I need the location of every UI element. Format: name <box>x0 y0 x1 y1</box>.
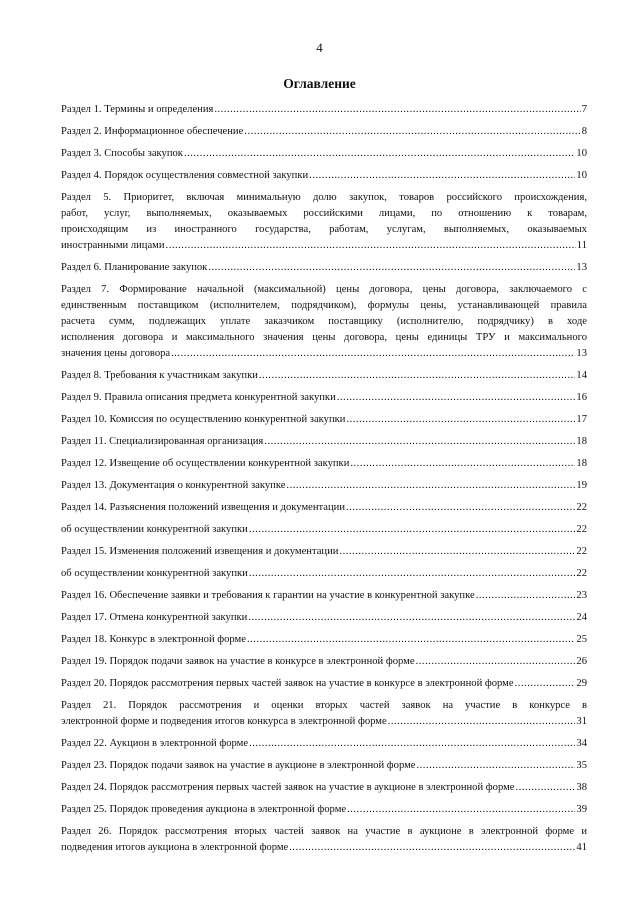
toc-entry-page: 7 <box>581 104 587 115</box>
toc-entry-page: 18 <box>576 436 587 447</box>
toc-entry-text-line: расчета сумм, подлежащих уплате заказчиком поставщику (исполнителю, подрядчику) в ходе <box>61 316 587 327</box>
toc-entry-7[interactable] <box>61 282 587 362</box>
toc-entry-6[interactable] <box>61 260 587 276</box>
leader-dots <box>247 632 575 648</box>
leader-dots <box>476 588 576 604</box>
toc-entry-19[interactable] <box>61 654 587 670</box>
leader-dots <box>289 840 575 856</box>
leader-dots <box>286 478 575 494</box>
toc-entry-text: иностранными лицами <box>61 240 165 251</box>
toc-entry-text-line: работ, услуг, выполняемых, оказываемых российскими лицами, по отношению к товарам, <box>61 208 587 219</box>
toc-entry-text-line: Раздел 7. Формирование начальной (максимальной) цены договора, цены договора, заключаемого с <box>61 284 587 295</box>
toc-entry-8[interactable] <box>61 368 587 384</box>
leader-dots <box>171 346 575 362</box>
toc-entry-text: Раздел 24. Порядок рассмотрения первых частей заявок на участие в аукционе в электронной форме <box>61 782 515 793</box>
leader-dots <box>248 610 575 626</box>
leader-dots <box>416 758 575 774</box>
toc-title: Оглавление <box>283 76 356 91</box>
toc-entry-1[interactable] <box>61 102 587 118</box>
toc-entry-text: Раздел 22. Аукцион в электронной форме <box>61 738 249 749</box>
leader-dots <box>244 124 580 140</box>
toc-entry-text: Раздел 25. Порядок проведения аукциона в электронной форме <box>61 804 347 815</box>
toc-entry-page: 14 <box>576 370 587 381</box>
toc-entry-page: 17 <box>576 414 587 425</box>
toc-entry-22[interactable] <box>61 736 587 752</box>
toc-entry-text: Раздел 14. Разъяснения положений извещения и документации <box>61 502 345 513</box>
toc-entry-text: об осуществлении конкурентной закупки <box>61 568 248 579</box>
toc-entry-text: Раздел 13. Документация о конкурентной закупке <box>61 480 286 491</box>
toc-entry-page: 16 <box>576 392 587 403</box>
toc-entry-page: 39 <box>576 804 587 815</box>
leader-dots <box>249 522 576 538</box>
table-of-contents <box>61 102 587 862</box>
toc-entry-text: Раздел 20. Порядок рассмотрения первых частей заявок на участие в конкурсе в электронной форме <box>61 678 514 689</box>
leader-dots <box>388 714 576 730</box>
toc-entry-text-line: Раздел 5. Приоритет, включая минимальную долю закупок, товаров российского происхождения, <box>61 192 587 203</box>
leader-dots <box>416 654 576 670</box>
toc-entry-12[interactable] <box>61 456 587 472</box>
page-number: 4 <box>316 40 323 55</box>
toc-entry-page: 25 <box>576 634 587 645</box>
leader-dots <box>350 456 575 472</box>
toc-entry-text: Раздел 15. Изменения положений извещения и документации <box>61 546 339 557</box>
toc-entry-text-line: единственным поставщиком (исполнителем, подрядчиком), формулы цены, устанавливающей правила <box>61 300 587 311</box>
toc-entry-17[interactable] <box>61 610 587 626</box>
leader-dots <box>249 566 576 582</box>
toc-entry-text: Раздел 9. Правила описания предмета конкурентной закупки <box>61 392 336 403</box>
toc-entry-page: 8 <box>581 126 587 137</box>
toc-entry-text: Раздел 18. Конкурс в электронной форме <box>61 634 246 645</box>
toc-entry-text: Раздел 2. Информационное обеспечение <box>61 126 244 137</box>
toc-entry-text: об осуществлении конкурентной закупки <box>61 524 248 535</box>
toc-entry-page: 24 <box>576 612 587 623</box>
toc-entry-9[interactable] <box>61 390 587 406</box>
toc-entry-20[interactable] <box>61 676 587 692</box>
toc-entry-text: Раздел 3. Способы закупок <box>61 148 183 159</box>
toc-entry-page: 13 <box>576 262 587 273</box>
leader-dots <box>208 260 575 276</box>
leader-dots <box>339 544 575 560</box>
toc-entry-page: 29 <box>576 678 587 689</box>
toc-entry-page: 41 <box>576 842 587 853</box>
leader-dots <box>249 736 575 752</box>
toc-entry-text-line: Раздел 21. Порядок рассмотрения и оценки вторых частей заявок на участие в конкурсе в <box>61 700 587 711</box>
toc-entry-2[interactable] <box>61 124 587 140</box>
toc-entry-text: Раздел 12. Извещение об осуществлении конкурентной закупки <box>61 458 350 469</box>
leader-dots <box>214 102 580 118</box>
toc-entry-text: подведения итогов аукциона в электронной форме <box>61 842 289 853</box>
toc-entry-text-line: происходящим из иностранного государства, работам, услугам, выполняемых, оказываемых <box>61 224 587 235</box>
toc-entry-page: 11 <box>576 240 587 251</box>
leader-dots <box>166 238 576 254</box>
toc-entry-page: 22 <box>576 502 587 513</box>
toc-entry-page: 19 <box>576 480 587 491</box>
toc-entry-text: значения цены договора <box>61 348 171 359</box>
leader-dots <box>516 780 576 796</box>
toc-entry-text: Раздел 19. Порядок подачи заявок на участие в конкурсе в электронной форме <box>61 656 415 667</box>
toc-entry-23[interactable] <box>61 758 587 774</box>
toc-entry-page: 10 <box>576 148 587 159</box>
toc-entry-page: 35 <box>576 760 587 771</box>
toc-entry-5[interactable] <box>61 190 587 254</box>
toc-entry-text: Раздел 4. Порядок осуществления совместной закупки <box>61 170 309 181</box>
toc-entry-text: электронной форме и подведения итогов конкурса в электронной форме <box>61 716 387 727</box>
toc-entry-15-cont[interactable] <box>61 566 587 582</box>
toc-entry-page: 26 <box>576 656 587 667</box>
toc-entry-text-line: Раздел 26. Порядок рассмотрения вторых частей заявок на участие в аукционе в электронной форме и <box>61 826 587 837</box>
toc-entry-text: Раздел 16. Обеспечение заявки и требования к гарантии на участие в конкурентной закупке <box>61 590 475 601</box>
toc-entry-14[interactable] <box>61 500 587 516</box>
toc-entry-text: Раздел 11. Специализированная организация <box>61 436 264 447</box>
toc-entry-page: 38 <box>576 782 587 793</box>
toc-entry-page: 10 <box>576 170 587 181</box>
toc-entry-3[interactable] <box>61 146 587 162</box>
toc-entry-page: 23 <box>576 590 587 601</box>
toc-entry-24[interactable] <box>61 780 587 796</box>
leader-dots <box>259 368 576 384</box>
leader-dots <box>347 802 575 818</box>
toc-entry-10[interactable] <box>61 412 587 428</box>
toc-entry-page: 31 <box>576 716 587 727</box>
toc-entry-26[interactable] <box>61 824 587 856</box>
toc-entry-15[interactable] <box>61 544 587 560</box>
toc-entry-18[interactable] <box>61 632 587 648</box>
leader-dots <box>337 390 576 406</box>
toc-entry-text: Раздел 10. Комиссия по осуществлению конкурентной закупки <box>61 414 346 425</box>
toc-entry-4[interactable] <box>61 168 587 184</box>
leader-dots <box>264 434 575 450</box>
toc-entry-text: Раздел 23. Порядок подачи заявок на участие в аукционе в электронной форме <box>61 760 416 771</box>
toc-entry-text: Раздел 8. Требования к участникам закупки <box>61 370 258 381</box>
toc-entry-page: 22 <box>576 524 587 535</box>
leader-dots <box>309 168 575 184</box>
toc-entry-13[interactable] <box>61 478 587 494</box>
toc-entry-14-cont[interactable] <box>61 522 587 538</box>
toc-entry-page: 13 <box>576 348 587 359</box>
toc-entry-text: Раздел 6. Планирование закупок <box>61 262 208 273</box>
toc-entry-21[interactable] <box>61 698 587 730</box>
toc-entry-page: 22 <box>576 546 587 557</box>
toc-entry-page: 22 <box>576 568 587 579</box>
toc-entry-25[interactable] <box>61 802 587 818</box>
leader-dots <box>346 500 575 516</box>
toc-entry-text-line: исполнения договора и максимального значения цены договора, цены единицы ТРУ и максимального <box>61 332 587 343</box>
toc-entry-text: Раздел 1. Термины и определения <box>61 104 214 115</box>
toc-entry-page: 18 <box>576 458 587 469</box>
toc-entry-16[interactable] <box>61 588 587 604</box>
toc-entry-page: 34 <box>576 738 587 749</box>
toc-entry-11[interactable] <box>61 434 587 450</box>
leader-dots <box>515 676 576 692</box>
toc-entry-text: Раздел 17. Отмена конкурентной закупки <box>61 612 248 623</box>
leader-dots <box>346 412 575 428</box>
leader-dots <box>184 146 575 162</box>
